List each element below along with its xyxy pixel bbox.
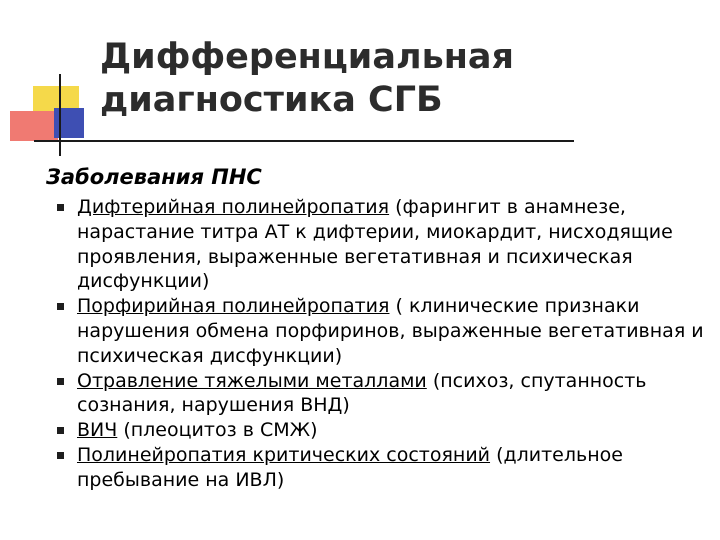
bullet-square-icon [57, 452, 64, 459]
differential-list [56, 195, 706, 493]
list-item [56, 369, 706, 419]
list-item-detail: (плеоцитоз в СМЖ) [117, 419, 318, 442]
title-divider-line [34, 140, 574, 142]
list-item-term: Полинейропатия критических состояний [77, 443, 491, 466]
list-item [56, 443, 706, 493]
decor-red-rectangle [10, 111, 58, 141]
list-item-term: Порфирийная полинейропатия [77, 295, 390, 318]
list-item [56, 418, 706, 443]
slide-title [100, 36, 700, 122]
bullet-square-icon [57, 303, 64, 310]
list-item-term: Отравление тяжелыми металлами [77, 369, 427, 392]
list-item [56, 195, 706, 294]
slide-title-line-2: диагностика СГБ [100, 80, 443, 120]
list-item-term: Дифтерийная полинейропатия [77, 196, 390, 218]
bullet-square-icon [57, 427, 64, 434]
list-item-detail: (длительное пребывание на ИВЛ) [77, 443, 623, 491]
list-item-detail: (психоз, спутанность сознания, нарушения ВНД) [77, 369, 647, 417]
slide-title-line-1: Дифференциальная [100, 37, 514, 77]
list-item [56, 294, 706, 368]
section-subheading: Заболевания ПНС [46, 165, 262, 189]
list-item-term: ВИЧ [77, 419, 118, 442]
bullet-square-icon [57, 378, 64, 385]
bullet-square-icon [57, 204, 64, 211]
list-item-detail: (фарингит в анамнезе, нарастание титра АТ к дифтерии, миокардит, нисходящие проявления, выраженные вегетативная и психическая дисфункции) [77, 196, 673, 293]
decor-vertical-line [59, 74, 61, 156]
list-item-detail: ( клинические признаки нарушения обмена порфиринов, выраженные вегетативная и психическая дисфункции) [77, 295, 704, 367]
